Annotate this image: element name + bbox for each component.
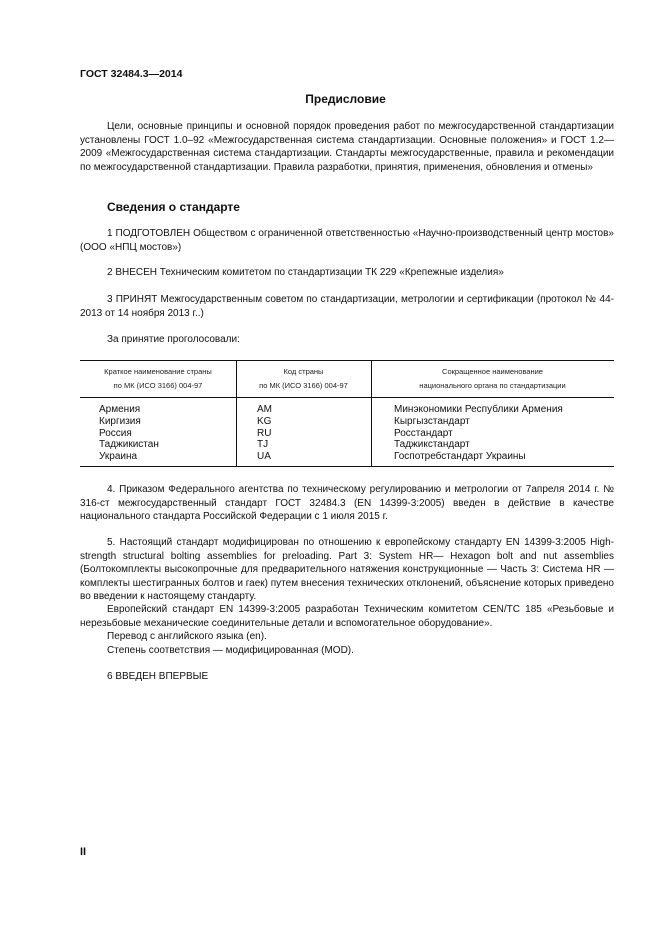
table-cell-code: AM	[257, 404, 272, 415]
table-header-country	[80, 365, 236, 393]
header-code-line2: по МК (ИСО 3166) 004-97	[259, 381, 348, 390]
intro-paragraph	[80, 120, 614, 174]
table-header-code	[236, 365, 371, 393]
item-2	[80, 266, 614, 280]
voted-label	[80, 333, 614, 347]
table-header-body	[371, 365, 614, 393]
item-5-text: 5. Настоящий стандарт модифицирован по отношению к европейскому стандарту EN 14399-3:2005 High-strength structural bolting assemblies for preloading. Part 3: System HR— Hexagon bolt and nut assemblies (Болтокомплекты высокопрочные для предварительного натяжения конструкционные — Часть 3: Система HR — комплекты шестигранных болтов и гаек) путем внесения технических отклонений, объяснение которых приведено во введении к настоящему стандарту.	[80, 537, 614, 603]
page-title: Предисловие	[305, 92, 386, 106]
country-column	[99, 404, 159, 463]
table-cell-country: Таджикистан	[99, 439, 159, 451]
header-code-line1: Код страны	[283, 367, 324, 376]
item-5-european-standard	[80, 603, 614, 630]
table-cell-body: Минэкономики Республики Армения	[394, 404, 563, 415]
body-column	[394, 404, 563, 463]
item-5b-text: Европейский стандарт EN 14399-3:2005 разработан Техническим комитетом CEN/TC 185 «Резьбовые и нерезьбовые механические соединительные детали и вспомогательное оборудование».	[80, 604, 614, 629]
item-1-text: 1 ПОДГОТОВЛЕН Обществом с ограниченной ответственностью «Научно-производственный центр мостов» (ООО «НПЦ мостов»)	[80, 228, 614, 253]
item-4-text: 4. Приказом Федерального агентства по техническому регулированию и метрологии от 7апреля 2014 г. № 316-ст межгосударственный стандарт ГОСТ 32484.3 (EN 14399-3:2005) введен в действие в качестве национального стандарта Российской Федерации с 1 июля 2015 г.	[80, 484, 614, 523]
document-code: ГОСТ 32484.3—2014	[80, 68, 183, 80]
item-5c-text: Перевод с английского языка (en).	[107, 631, 267, 642]
table-cell-code: TJ	[257, 439, 269, 451]
item-5-translation	[80, 630, 614, 644]
table-cell-body: Кыргызстандарт	[394, 415, 470, 427]
page-number: II	[80, 846, 87, 858]
table-cell-country: Россия	[99, 427, 132, 439]
item-3	[80, 293, 614, 320]
item-6-text: 6 ВВЕДЕН ВПЕРВЫЕ	[107, 671, 209, 682]
table-cell-body: Госпотребстандарт Украины	[394, 451, 526, 463]
table-cell-body: Росстандарт	[394, 427, 453, 439]
table-cell-country: Украина	[99, 451, 138, 463]
table-bottom-rule	[80, 466, 614, 467]
header-body-line1: Сокращенное наименование	[442, 367, 543, 376]
table-cell-code: UA	[257, 451, 271, 463]
table-cell-body: Таджикстандарт	[394, 439, 470, 451]
item-4	[80, 483, 614, 524]
table-cell-country: Армения	[99, 404, 141, 415]
header-country-line2: по МК (ИСО 3166) 004-97	[113, 381, 203, 390]
table-cell-country: Киргизия	[99, 415, 141, 427]
code-column	[257, 404, 272, 463]
item-2-text: 2 ВНЕСЕН Техническим комитетом по стандартизации ТК 229 «Крепежные изделия»	[107, 267, 504, 278]
header-body-line2: национального органа по стандартизации	[419, 381, 566, 390]
section-title: Сведения о стандарте	[107, 200, 240, 214]
item-6	[80, 670, 614, 684]
table-cell-code: RU	[257, 427, 272, 439]
table-cell-code: KG	[257, 415, 272, 427]
header-country-line1: Краткое наименование страны	[104, 367, 212, 376]
table-top-rule	[80, 360, 614, 361]
item-3-text: 3 ПРИНЯТ Межгосударственным советом по стандартизации, метрологии и сертификации (протокол № 44-2013 от 14 ноября 2013 г..)	[80, 294, 614, 319]
item-5	[80, 536, 614, 604]
item-1	[80, 227, 614, 254]
table-header-rule	[80, 397, 614, 398]
item-5d-text: Степень соответствия — модифицированная (MOD).	[107, 645, 354, 656]
item-5-conformity	[80, 644, 614, 658]
voted-text: За принятие проголосовали:	[107, 334, 240, 345]
intro-text: Цели, основные принципы и основной порядок проведения работ по межгосударственной стандартизации установлены ГОСТ 1.0–92 «Межгосударственная система стандартизации. Основные положения» и ГОСТ 1.2—2009 «Межгосударственная система стандартизации. Стандарты межгосударственные, правила и рекомендации по межгосударственной стандартизации. Правила разработки, принятия, применения, обновления и отмены»	[80, 121, 614, 173]
